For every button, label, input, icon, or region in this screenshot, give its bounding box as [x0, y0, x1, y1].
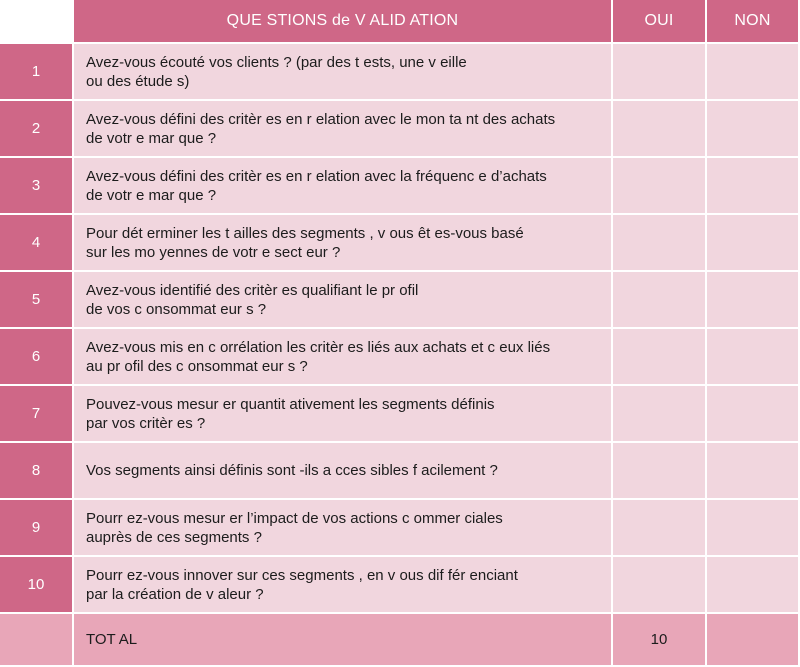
- row-number: 8: [0, 443, 74, 500]
- row-number: 5: [0, 272, 74, 329]
- yes-answer-cell[interactable]: [613, 443, 707, 500]
- question-cell: [74, 557, 613, 614]
- question-text: Avez-vous identifié des critèr es qualifiant le pr ofil de vos c onsommat eur s ?: [86, 281, 419, 318]
- question-text: Pouvez-vous mesur er quantit ativement les segments définis par vos critèr es ?: [86, 395, 495, 432]
- yes-answer-cell[interactable]: [613, 386, 707, 443]
- no-answer-cell[interactable]: [707, 443, 800, 500]
- no-answer-cell[interactable]: [707, 500, 800, 557]
- row-number: 6: [0, 329, 74, 386]
- question-text: Pourr ez-vous innover sur ces segments , en v ous dif fér enciant par la création de v aleur ?: [86, 566, 518, 603]
- no-answer-cell[interactable]: [707, 158, 800, 215]
- questions-header: QUE STIONS de V ALID ATION: [74, 0, 613, 44]
- total-no-value: [707, 614, 800, 667]
- question-cell: [74, 500, 613, 557]
- yes-answer-cell[interactable]: [613, 557, 707, 614]
- header-corner: [0, 0, 74, 44]
- no-answer-cell[interactable]: [707, 44, 800, 101]
- no-answer-cell[interactable]: [707, 386, 800, 443]
- total-yes-value: 10: [613, 614, 707, 667]
- no-column-header: NON: [707, 0, 800, 44]
- question-cell: [74, 44, 613, 101]
- yes-column-header: OUI: [613, 0, 707, 44]
- question-text: Pour dét erminer les t ailles des segments , v ous êt es-vous basé sur les mo yennes de votr e sect eur ?: [86, 224, 524, 261]
- no-answer-cell[interactable]: [707, 329, 800, 386]
- row-number: 7: [0, 386, 74, 443]
- no-answer-cell[interactable]: [707, 215, 800, 272]
- question-cell: [74, 443, 613, 500]
- question-cell: [74, 329, 613, 386]
- question-cell: [74, 272, 613, 329]
- yes-answer-cell[interactable]: [613, 272, 707, 329]
- question-text: Avez-vous défini des critèr es en r elation avec le mon ta nt des achats de votr e mar que ?: [86, 110, 556, 147]
- no-answer-cell[interactable]: [707, 272, 800, 329]
- total-label: TOT AL: [74, 614, 613, 667]
- yes-answer-cell[interactable]: [613, 44, 707, 101]
- question-text: Avez-vous écouté vos clients ? (par des t ests, une v eille ou des étude s): [86, 53, 467, 90]
- yes-answer-cell[interactable]: [613, 500, 707, 557]
- question-text: Vos segments ainsi définis sont -ils a cces sibles f acilement ?: [86, 462, 498, 479]
- question-cell: [74, 386, 613, 443]
- question-text: Pourr ez-vous mesur er l’impact de vos actions c ommer ciales auprès de ces segments ?: [86, 509, 503, 546]
- total-row-spacer: [0, 614, 74, 667]
- row-number: 3: [0, 158, 74, 215]
- yes-answer-cell[interactable]: [613, 101, 707, 158]
- yes-answer-cell[interactable]: [613, 215, 707, 272]
- row-number: 1: [0, 44, 74, 101]
- question-cell: [74, 215, 613, 272]
- yes-answer-cell[interactable]: [613, 329, 707, 386]
- no-answer-cell[interactable]: [707, 101, 800, 158]
- row-number: 2: [0, 101, 74, 158]
- row-number: 10: [0, 557, 74, 614]
- question-text: Avez-vous défini des critèr es en r elation avec la fréquenc e d’achats de votr e mar que ?: [86, 167, 547, 204]
- yes-answer-cell[interactable]: [613, 158, 707, 215]
- row-number: 4: [0, 215, 74, 272]
- question-text: Avez-vous mis en c orrélation les critèr es liés aux achats et c eux liés au pr ofil des c onsommat eur s ?: [86, 338, 551, 375]
- question-cell: [74, 101, 613, 158]
- row-number: 9: [0, 500, 74, 557]
- question-cell: [74, 158, 613, 215]
- no-answer-cell[interactable]: [707, 557, 800, 614]
